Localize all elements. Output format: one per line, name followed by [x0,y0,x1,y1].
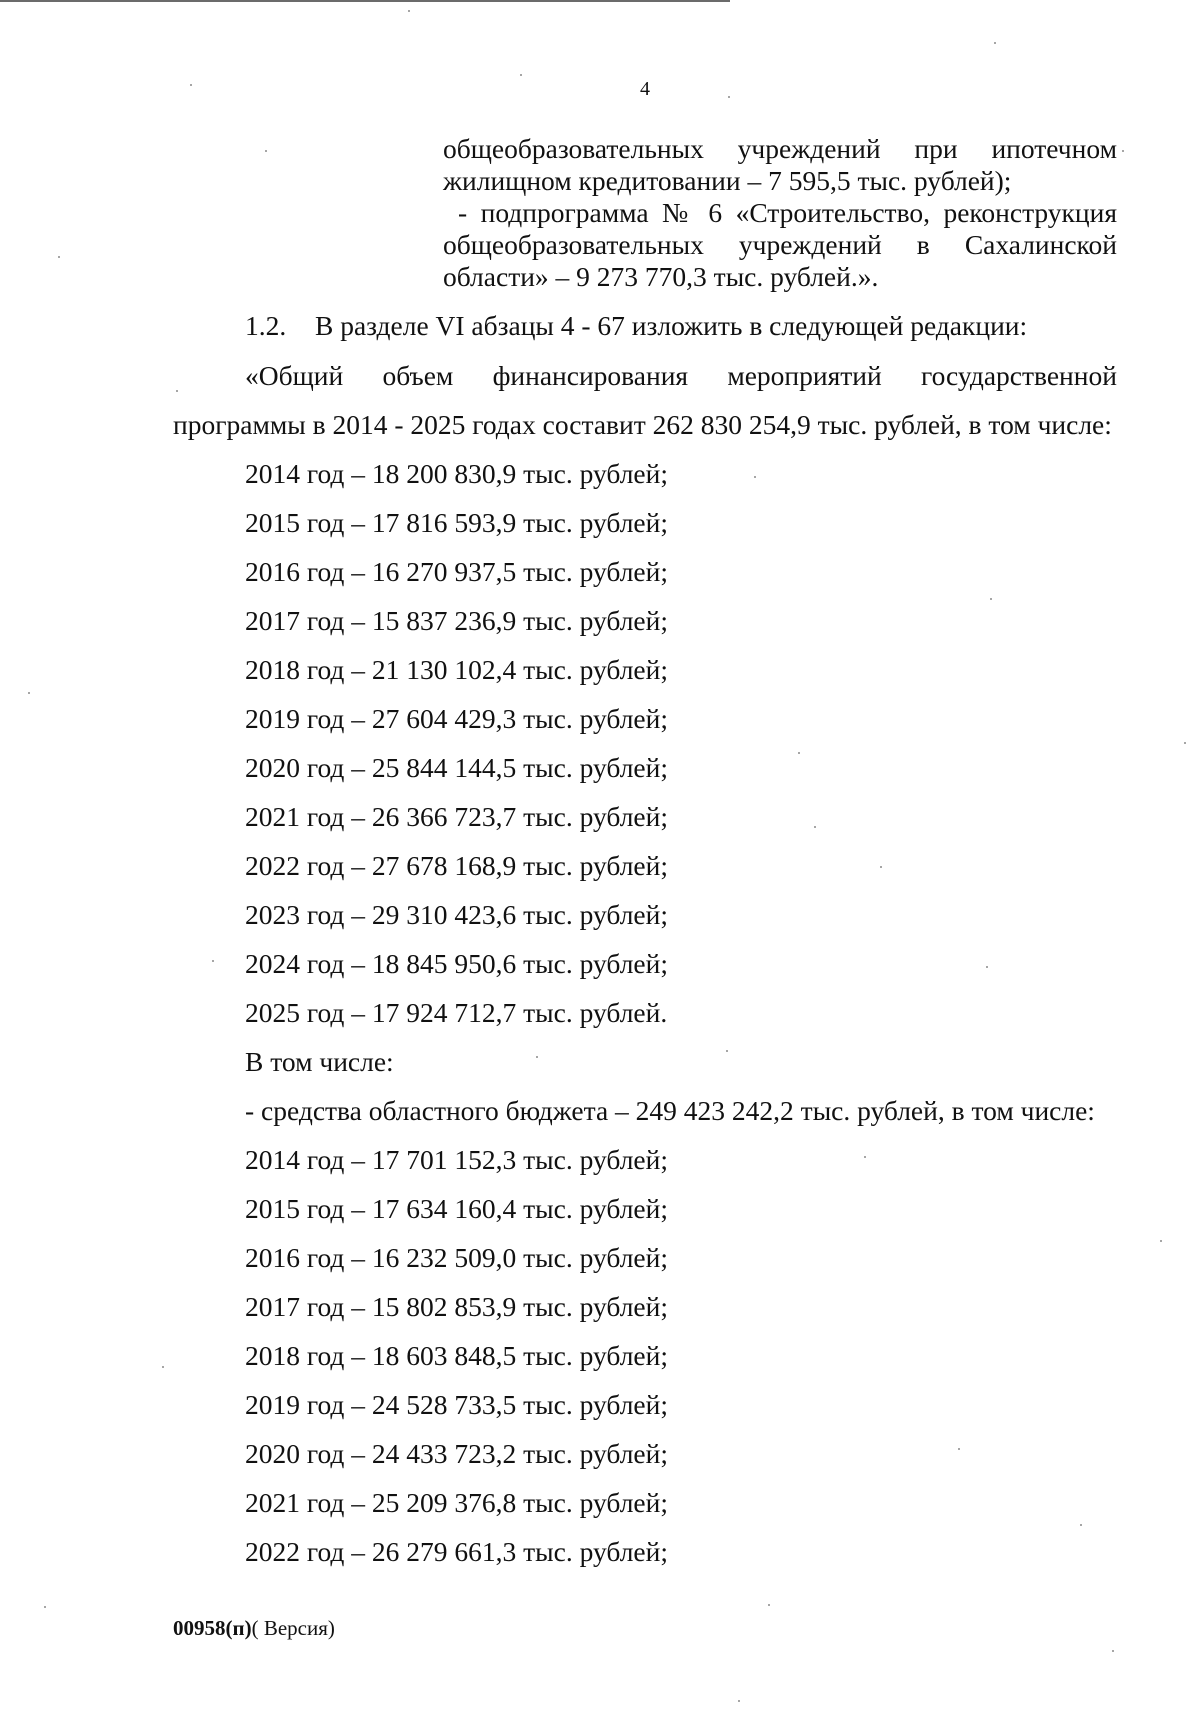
scan-speck [162,1366,164,1368]
regional-year-line: 2019 год – 24 528 733,5 тыс. рублей; [245,1389,668,1420]
scan-speck [864,1156,866,1158]
scan-speck [28,692,30,694]
total-year-line: 2025 год – 17 924 712,7 тыс. рублей. [245,997,668,1028]
total-word: «Общий [245,360,344,391]
regional-year-line: 2021 год – 25 209 376,8 тыс. рублей; [245,1487,668,1518]
scan-speck [728,96,730,98]
scan-speck [1080,1524,1082,1526]
scan-speck [798,752,800,754]
total-word: объем [382,360,454,391]
section-heading [245,310,1027,342]
regional-year-line: 2018 год – 18 603 848,5 тыс. рублей; [245,1340,668,1371]
total-year-line: 2017 год – 15 837 236,9 тыс. рублей; [245,605,668,636]
total-year-line: 2016 год – 16 270 937,5 тыс. рублей; [245,556,668,587]
total-word: государственной [920,360,1117,391]
scan-speck [768,1604,770,1606]
scan-speck [58,256,60,258]
total-year-line: 2014 год – 18 200 830,9 тыс. рублей; [245,458,668,489]
total-year-line: 2015 год – 17 816 593,9 тыс. рублей; [245,507,668,538]
scan-speck [176,390,178,392]
section-text: В разделе VI абзацы 4 - 67 изложить в следующей редакции: [315,310,1028,341]
scan-speck [536,1056,538,1058]
total-year-line: 2020 год – 25 844 144,5 тыс. рублей; [245,752,668,783]
scan-speck [986,966,988,968]
top-edge-rule [0,0,730,2]
scan-speck [994,42,996,44]
total-intro-line-1 [245,360,1117,392]
scan-speck [754,476,756,478]
total-year-line: 2024 год – 18 845 950,6 тыс. рублей; [245,948,668,979]
document-footer [173,1616,335,1641]
document-code: 00958(п) [173,1616,252,1640]
regional-year-line: 2016 год – 16 232 509,0 тыс. рублей; [245,1242,668,1273]
scan-speck [44,1606,46,1608]
regional-year-line: 2017 год – 15 802 853,9 тыс. рублей; [245,1291,668,1322]
total-year-line: 2023 год – 29 310 423,6 тыс. рублей; [245,899,668,930]
scan-speck [1112,1650,1114,1652]
total-year-line: 2018 год – 21 130 102,4 тыс. рублей; [245,654,668,685]
total-intro-line-2: программы в 2014 - 2025 годах составит 262 830 254,9 тыс. рублей, в том числе: [173,409,1112,440]
regional-year-line: 2015 год – 17 634 160,4 тыс. рублей; [245,1193,668,1224]
scan-speck [880,866,882,868]
page-number: 4 [640,78,650,100]
total-year-line: 2019 год – 27 604 429,3 тыс. рублей; [245,703,668,734]
including-label: В том числе: [245,1046,394,1077]
scan-speck [1122,150,1124,152]
scan-speck [520,74,522,76]
scan-speck [726,1050,728,1052]
total-year-line: 2022 год – 27 678 168,9 тыс. рублей; [245,850,668,881]
scan-speck [814,826,816,828]
scan-speck [1184,742,1186,744]
scan-speck [408,10,410,12]
scan-speck [990,598,992,600]
scan-speck [190,84,192,86]
scan-speck [738,1700,740,1702]
intro-paragraph-2: - подпрограмма № 6 «Строительство, реконструкция общеобразовательных учреждений в Сахалинской области» – 9 273 770,3 тыс. рублей.». [443,197,1117,292]
regional-year-line: 2020 год – 24 433 723,2 тыс. рублей; [245,1438,668,1469]
regional-budget-line: - средства областного бюджета – 249 423 242,2 тыс. рублей, в том числе: [245,1095,1095,1126]
scan-speck [265,150,267,152]
total-year-line: 2021 год – 26 366 723,7 тыс. рублей; [245,801,668,832]
scan-speck [958,1448,960,1450]
total-word: мероприятий [727,360,882,391]
scan-speck [1160,1240,1162,1242]
intro-paragraph-1: общеобразовательных учреждений при ипотечном жилищном кредитовании – 7 595,5 тыс. рублей); [443,133,1117,196]
intro-block [443,133,1117,293]
version-label: ( Версия) [251,1616,335,1640]
section-number: 1.2. [245,310,287,341]
regional-year-line: 2014 год – 17 701 152,3 тыс. рублей; [245,1144,668,1175]
regional-year-line: 2022 год – 26 279 661,3 тыс. рублей; [245,1536,668,1567]
total-word: финансирования [492,360,689,391]
scan-speck [212,960,214,962]
